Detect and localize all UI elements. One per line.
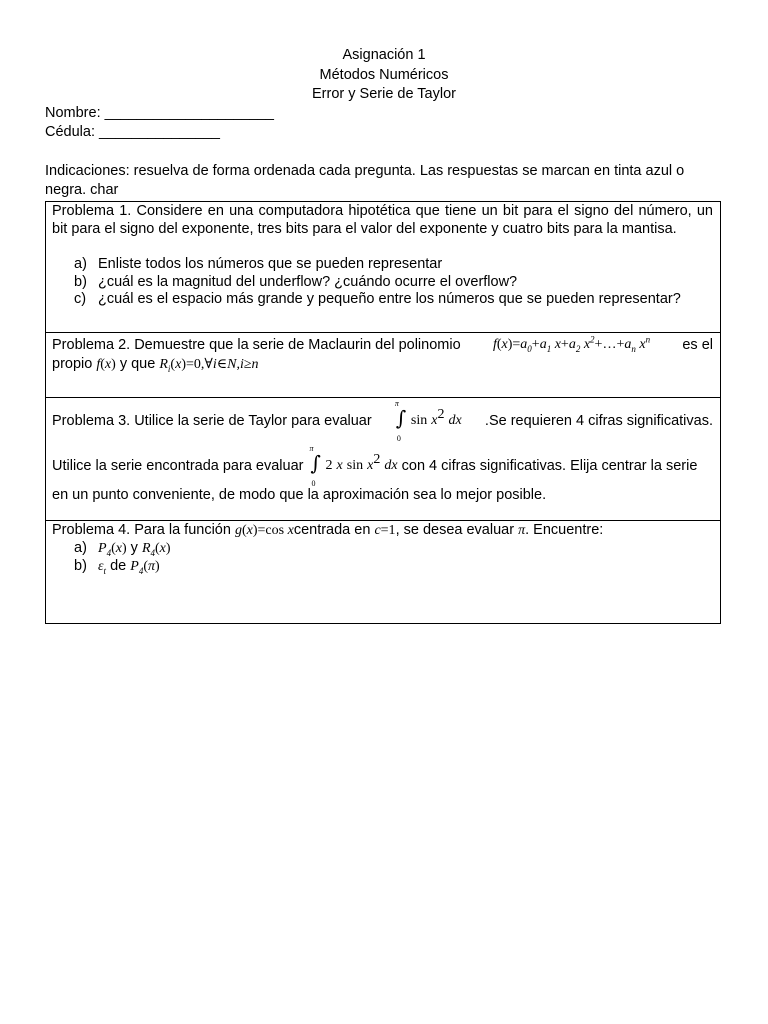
cosine-function-formula: g(x)=cos x	[234, 523, 294, 538]
taylor-polynomial-formula: $P_4(x)$	[98, 541, 127, 558]
problem-2-line-2	[52, 355, 713, 374]
list-item-label: a)	[74, 256, 87, 272]
problem-4-text-b: centrada en	[293, 522, 371, 538]
problem-3-box	[45, 397, 721, 521]
list-item-text: Enliste todos los números que se pueden representar	[98, 256, 443, 272]
problem-3-text-e: en un punto conveniente, de modo que la aproximación sea lo mejor posible.	[52, 487, 547, 503]
list-item-text: ¿cuál es la magnitud del underflow? ¿cuándo ocurre el overflow?	[98, 273, 518, 290]
list-item-label: a)	[74, 540, 87, 556]
taylor-at-pi-formula: $P_4(\pi)$	[130, 558, 160, 576]
problem-4-text-c: , se desea evaluar	[395, 522, 515, 538]
problem-3-line-2	[52, 444, 713, 489]
pi-symbol: π	[518, 523, 526, 538]
indications-text: Indicaciones: resuelva de forma ordenada cada pregunta. Las respuestas se marcan en tinta azul o negra. char	[45, 163, 685, 198]
remainder-formula: $R_4(x)$	[141, 541, 171, 558]
list-item-text: de	[110, 557, 127, 574]
name-field: Nombre: _____________________	[45, 105, 274, 121]
problem-1-text: Problema 1. Considere en una computadora hipotética que tiene un bit para el signo del número, un bit para el signo del exponente, tres bits para el valor del exponente y cuatro bits para la mantisa.	[52, 203, 713, 237]
problem-2-text-c: propio	[52, 356, 93, 372]
list-item-label: c)	[74, 291, 87, 307]
list-item	[74, 256, 713, 274]
problem-2-text-b: es el	[682, 337, 713, 353]
problem-3-text-a: Problema 3. Utilice la serie de Taylor para evaluar	[52, 412, 372, 429]
problem-2-text-d: y que	[119, 356, 156, 372]
problem-4-text-a: Problema 4. Para la función	[52, 522, 231, 538]
problem-2-box	[45, 332, 721, 398]
list-item-text: y	[130, 540, 138, 556]
assignment-title: Asignación 1	[342, 47, 426, 63]
center-value: c=1	[374, 523, 396, 538]
problem-3-integral-1: π ∫ 0 $\sin x^2$ dx	[394, 399, 462, 444]
problem-4-text-d: . Encuentre:	[525, 522, 604, 538]
problem-1-box	[45, 201, 721, 333]
document-header	[0, 46, 768, 105]
list-item	[74, 291, 713, 309]
problem-4-list	[74, 540, 713, 575]
true-error-formula: $\varepsilon_t$	[98, 558, 107, 576]
problem-1-list	[74, 256, 713, 309]
list-item	[74, 540, 713, 558]
problem-2-text-a: Problema 2. Demuestre que la serie de Maclaurin del polinomio	[52, 337, 461, 353]
problem-3-text-c: Utilice la serie encontrada para evaluar	[52, 457, 304, 474]
topic-title: Error y Serie de Taylor	[312, 86, 456, 102]
problem-3-text-d: con 4 cifras significativas. Elija centrar la serie	[401, 457, 698, 474]
course-title: Métodos Numéricos	[319, 66, 449, 83]
problem-4-box	[45, 520, 721, 624]
problem-3-line-1	[52, 399, 713, 444]
problem-3-text-b: .Se requieren 4 cifras significativas.	[484, 412, 713, 429]
remainder-formula: $R_i(x)=0,\forall i\in N,i\ge n$	[159, 357, 259, 374]
list-item-label: b)	[74, 273, 87, 290]
integral-sign: π ∫ 0	[394, 399, 407, 444]
problem-3-integral-2: π ∫ 0 2 x $\sin x^2$ dx	[309, 444, 398, 489]
list-item	[74, 274, 713, 292]
list-item	[74, 558, 713, 576]
function-formula: f(x)	[96, 357, 116, 372]
problem-4-line-1	[52, 521, 713, 540]
list-item-text: ¿cuál es el espacio más grande y pequeño entre los números que se pueden representar?	[98, 291, 681, 307]
integral-sign: π ∫ 0	[309, 444, 321, 489]
list-item-label: b)	[74, 557, 87, 574]
maclaurin-polynomial-formula: $f(x)=a_0+a_1$ $x+a_2$ $x^2+\dots+a_n$ $x^n$	[492, 334, 651, 354]
id-field: Cédula: _______________	[45, 124, 220, 140]
problem-2-line-1	[52, 336, 713, 354]
